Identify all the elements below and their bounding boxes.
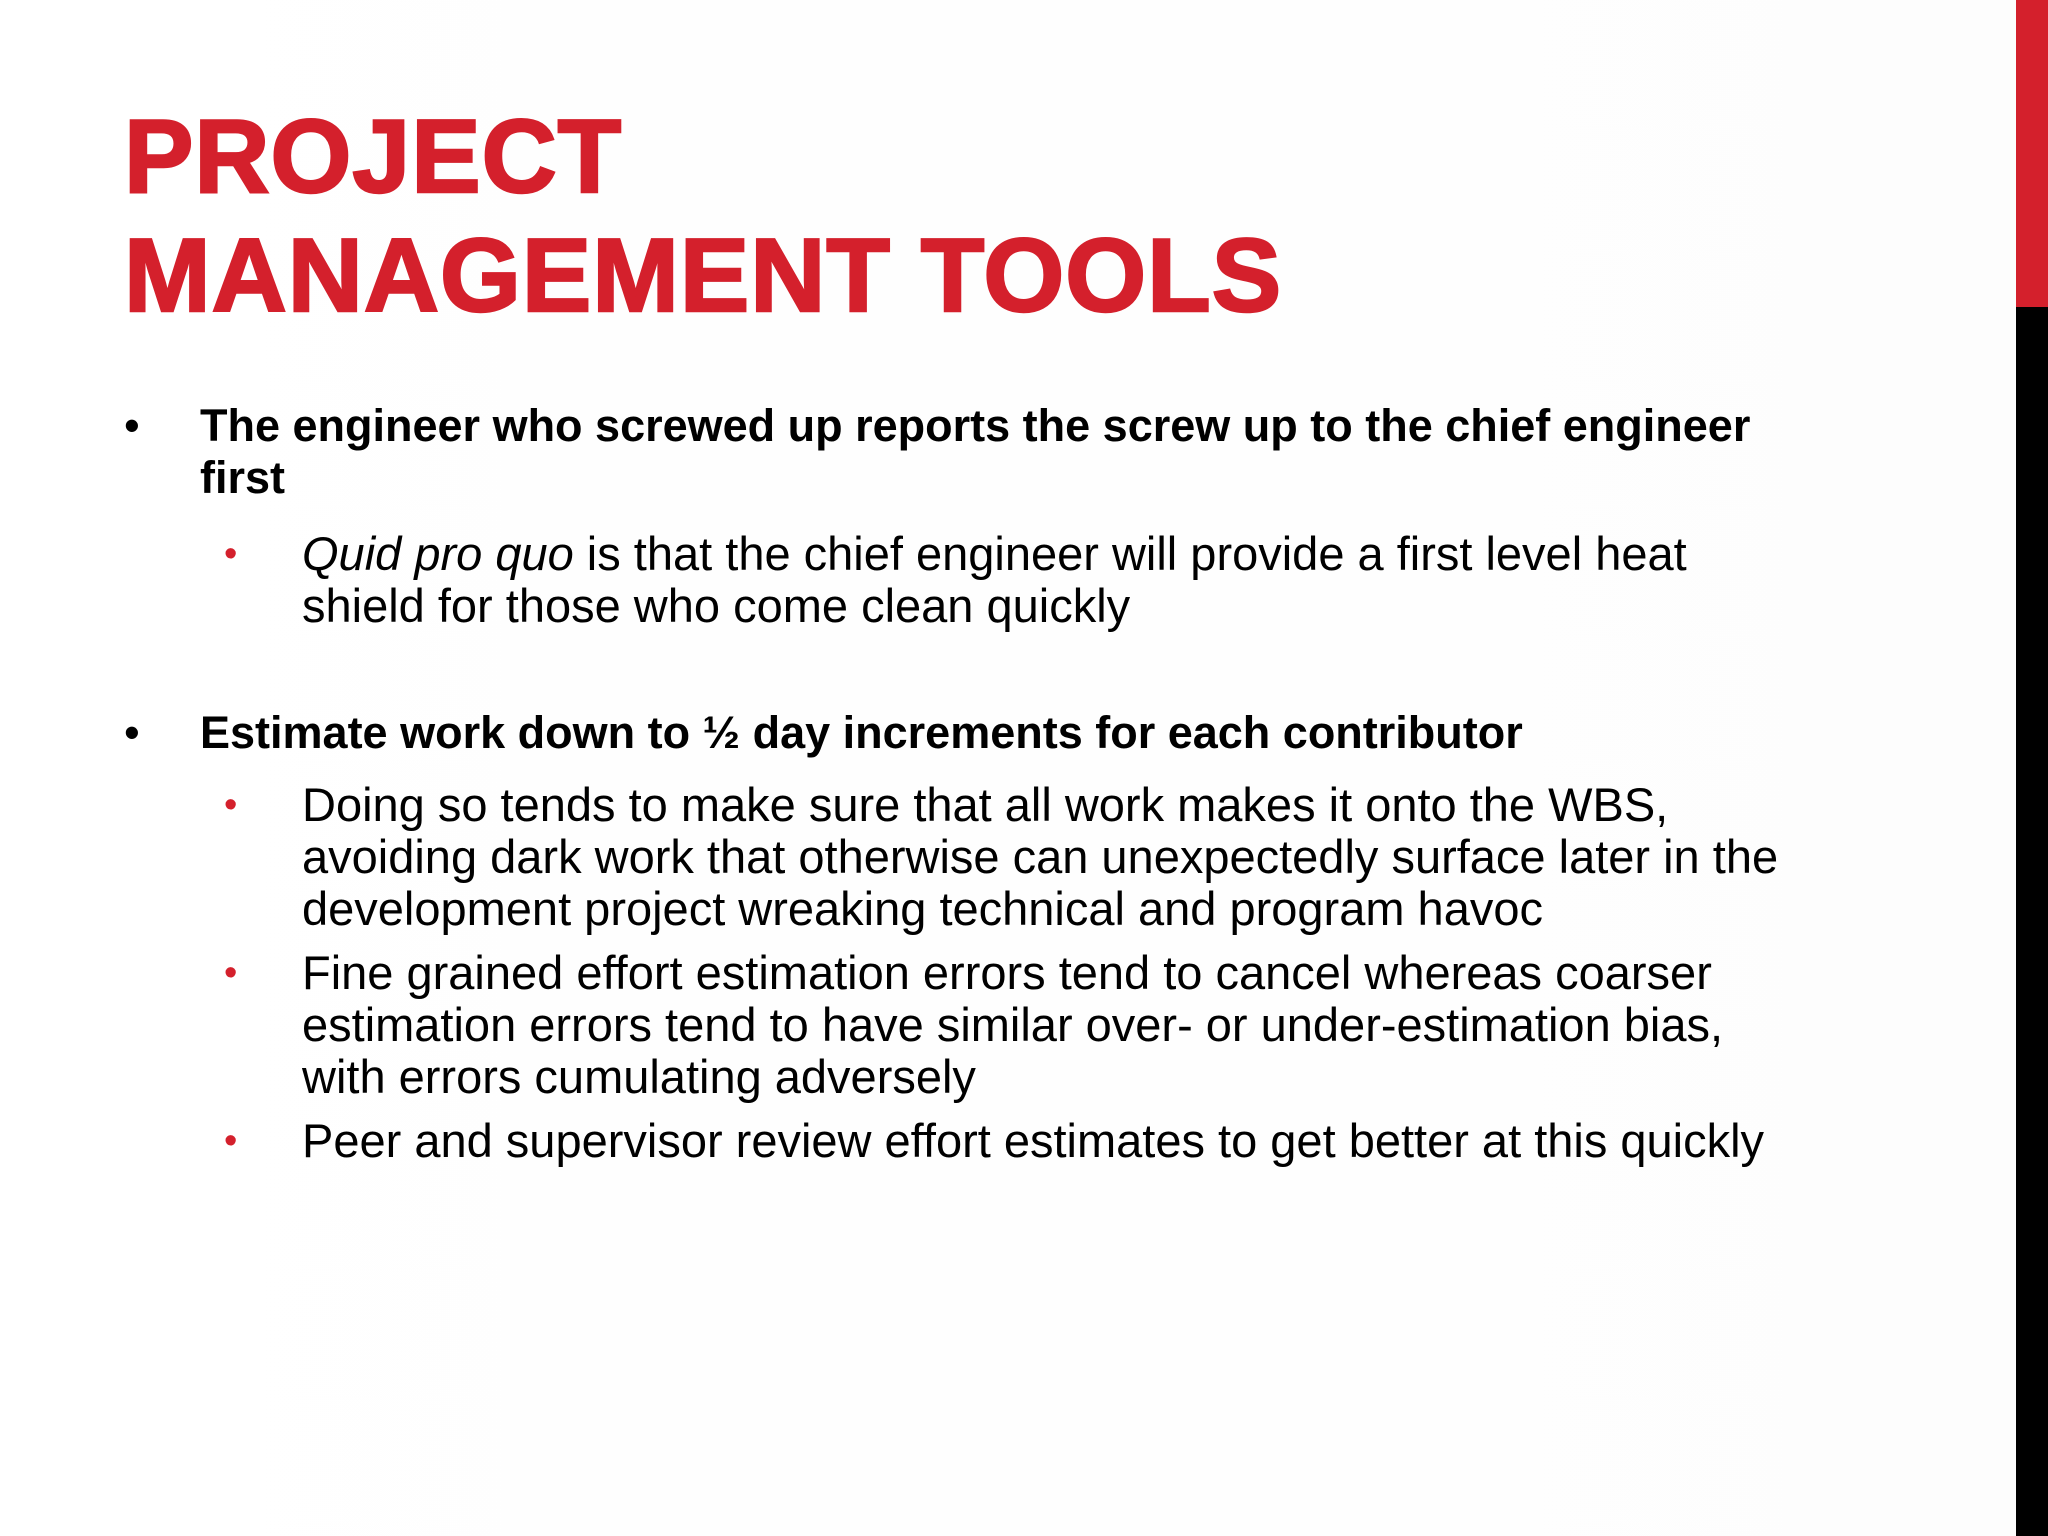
bullet-level1-item [124, 707, 1804, 759]
bullet-text: is that the chief engineer will provide a first level heat shield for those who come clean quickly [302, 527, 1687, 632]
slide-title [124, 98, 1924, 336]
bullet-dot-icon: • [224, 533, 238, 575]
slide-content [124, 400, 1804, 1167]
title-line-2: MANAGEMENT TOOLS [124, 218, 1283, 334]
bullet-text: Peer and supervisor review effort estimates to get better at this quickly [302, 1114, 1765, 1167]
bullet-level2-item [124, 528, 1804, 632]
bullet-level2-item [124, 1115, 1804, 1167]
bullet-level2-item [124, 779, 1804, 935]
bullet-dot-icon: • [224, 1120, 238, 1162]
bullet-dot-icon: • [224, 952, 238, 994]
bullet-dot-icon: • [124, 400, 140, 451]
title-line-1: PROJECT [124, 99, 623, 215]
bullet-text: The engineer who screwed up reports the screw up to the chief engineer first [200, 400, 1751, 503]
bullet-dot-icon: • [124, 707, 140, 758]
bullet-text: Estimate work down to ½ day increments for each contributor [200, 707, 1523, 758]
bullet-level2-item [124, 947, 1804, 1103]
bullet-text: Doing so tends to make sure that all work makes it onto the WBS, avoiding dark work that otherwise can unexpectedly surface later in the development project wreaking technical and program havoc [302, 778, 1779, 935]
side-bar-black [2016, 307, 2048, 1536]
bullet-level1-item [124, 400, 1804, 504]
bullet-text: Fine grained effort estimation errors tend to cancel whereas coarser estimation errors tend to have similar over- or under-estimation bias, with errors cumulating adversely [302, 946, 1724, 1103]
bullet-italic-text: Quid pro quo [302, 527, 574, 580]
bullet-dot-icon: • [224, 784, 238, 826]
side-bar-red [2016, 0, 2048, 307]
